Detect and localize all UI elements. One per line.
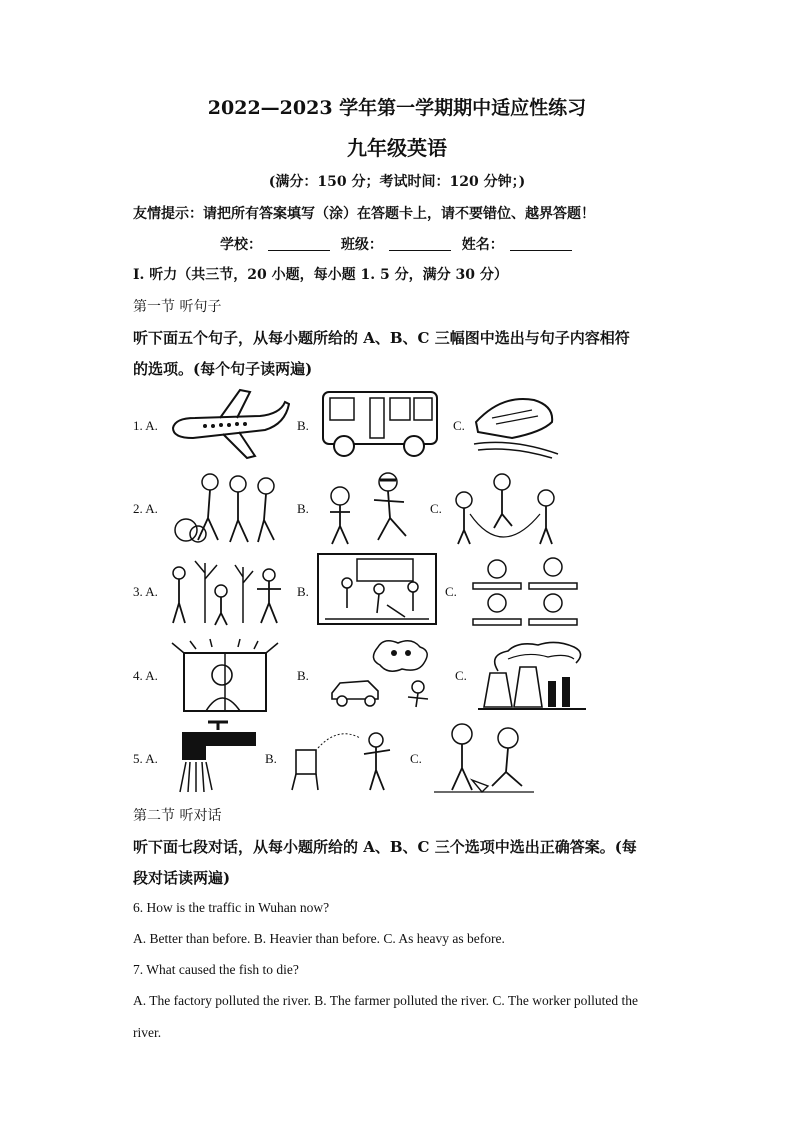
bus-image	[320, 388, 442, 460]
school-blank	[268, 236, 330, 251]
class-blank	[389, 236, 451, 251]
factory-smoke-image	[478, 637, 586, 711]
question-6-stem: 6. How is the traffic in Wuhan now?	[133, 900, 330, 915]
student-info-line	[220, 234, 578, 254]
question-7-stem: 7. What caused the fish to die?	[133, 962, 299, 977]
q1-a-label: 1. A.	[133, 418, 158, 433]
q2-c-label: C.	[430, 501, 442, 516]
noise-window-image	[170, 637, 280, 713]
kids-hide-seek-image	[318, 470, 420, 546]
part1-heading: Ⅰ. 听力（共三节，20 小题，每小题 1. 5 分，满分 30 分）	[133, 267, 508, 283]
q5-c-label: C.	[410, 751, 422, 766]
q3-a-label: 3. A.	[133, 584, 158, 599]
q5-a-label: 5. A.	[133, 751, 158, 766]
section2-instruction-1: 听下面七段对话，从每小题所给的 A、B、C 三个选项中选出正确答案。(每	[133, 838, 637, 856]
page-title: 2022—2023 学年第一学期期中适应性练习	[207, 97, 587, 119]
school-label: 学校：	[220, 237, 262, 253]
kids-picking-litter-image	[432, 720, 536, 794]
section1-instruction-1: 听下面五个句子，从每小题所给的 A、B、C 三幅图中选出与句子内容相符	[133, 329, 630, 347]
class-label: 班级：	[340, 237, 383, 253]
q3-c-label: C.	[445, 584, 457, 599]
section2-instruction-2: 段对话读两遍)	[133, 869, 231, 887]
q5-b-label: B.	[265, 751, 277, 766]
students-reading-image	[467, 553, 583, 627]
classroom-cleaning-image	[317, 553, 437, 625]
question-6-options: A. Better than before. B. Heavier than before. C. As heavy as before.	[133, 931, 505, 946]
q4-c-label: C.	[455, 668, 467, 683]
notice: 友情提示：请把所有答案填写（涂）在答题卡上，请不要错位、越界答题！	[133, 206, 595, 222]
kids-jump-rope-image	[450, 470, 565, 546]
name-label: 姓名：	[461, 237, 504, 253]
q3-b-label: B.	[297, 584, 309, 599]
throwing-litter-image	[288, 720, 398, 794]
tree-planting-image	[165, 553, 289, 629]
train-image	[472, 388, 560, 460]
question-7-options-continued: river.	[133, 1025, 162, 1040]
section1-instruction-2: 的选项。(每个句子读两遍)	[133, 360, 313, 378]
airplane-image	[165, 388, 290, 460]
name-blank	[510, 236, 572, 251]
car-exhaust-image	[328, 637, 440, 711]
q1-b-label: B.	[297, 418, 309, 433]
q4-a-label: 4. A.	[133, 668, 158, 683]
question-7-options: A. The factory polluted the river. B. The farmer polluted the river. C. The worker polluted the	[133, 993, 638, 1008]
score-info: (满分：150 分；考试时间：120 分钟；)	[268, 174, 526, 190]
section1-title: 第一节 听句子	[133, 299, 222, 315]
q4-b-label: B.	[297, 668, 309, 683]
section2-title: 第二节 听对话	[133, 808, 222, 824]
page-subtitle: 九年级英语	[347, 136, 447, 160]
q1-c-label: C.	[453, 418, 465, 433]
q2-a-label: 2. A.	[133, 501, 158, 516]
kids-football-image	[168, 470, 288, 546]
q2-b-label: B.	[297, 501, 309, 516]
running-tap-image	[172, 720, 260, 794]
